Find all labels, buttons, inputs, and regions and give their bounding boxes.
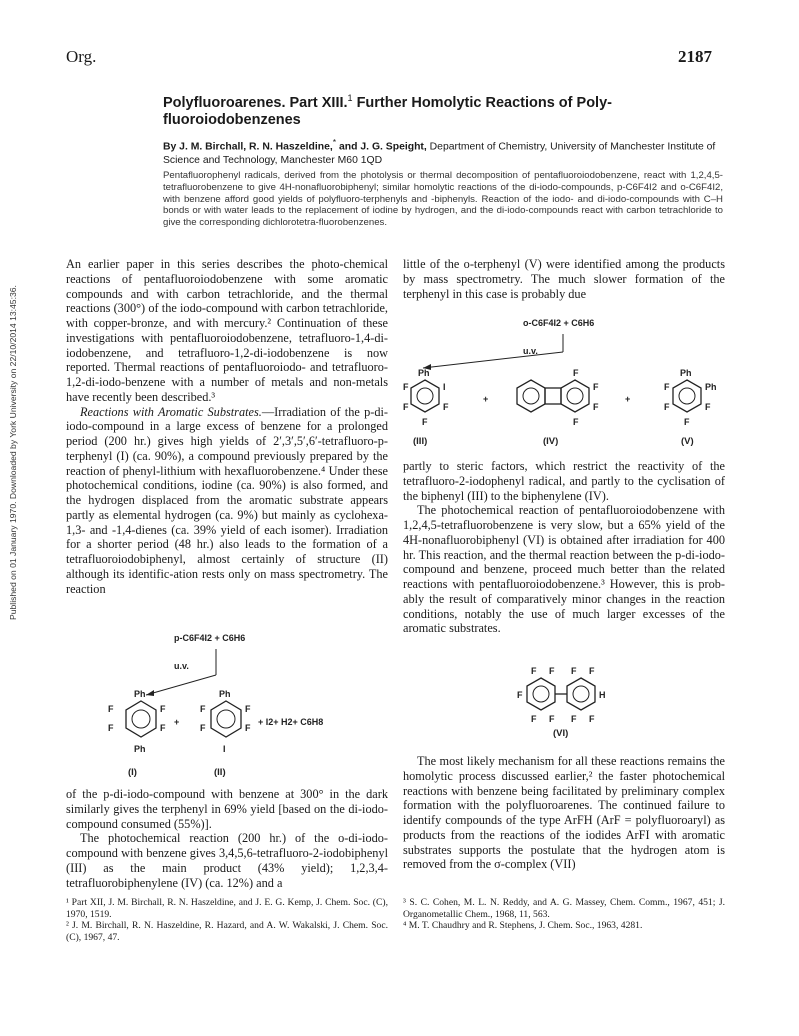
compound-IV-structure	[517, 368, 599, 427]
left-paragraph-4: The photochemical reaction (200 hr.) of the o-di-iodo-compound with benzene gives 3,4,5,6-tetrafluoro-2-iodobiphenyl (III) as the main product (43% yield); 1,2,3,4-tetrafluorobiphenylene (IV) (ca. 12%) and a	[66, 831, 388, 890]
svg-text:F: F	[664, 402, 670, 412]
svg-text:F: F	[200, 723, 206, 733]
svg-text:F: F	[571, 714, 577, 724]
page-number: 2187	[678, 47, 712, 66]
svg-text:F: F	[571, 666, 577, 676]
svg-text:H: H	[599, 690, 606, 700]
paper-title	[163, 90, 733, 129]
scheme1-arrowhead	[146, 690, 154, 696]
svg-text:Ph: Ph	[418, 368, 430, 378]
svg-text:F: F	[108, 723, 114, 733]
footnotes-right	[403, 897, 725, 932]
left-column-top	[66, 257, 388, 596]
scheme2-reactant: o-C6F4I2 + C6H6	[523, 318, 595, 328]
download-note	[6, 240, 20, 620]
right-column-middle	[403, 459, 725, 636]
label-compound-II: (II)	[214, 767, 226, 778]
title-rest: Further Homolytic Reactions of Poly-fluoroiodobenzenes	[163, 94, 612, 128]
svg-text:F: F	[108, 704, 114, 714]
right-column-top	[403, 257, 725, 301]
plus-sign: +	[483, 394, 489, 404]
scheme1-arrow-diag	[146, 675, 216, 695]
left-column-bottom	[66, 787, 388, 890]
label-compound-IV: (IV)	[543, 436, 559, 447]
svg-text:Ph: Ph	[134, 744, 146, 754]
title-main: Polyfluoroarenes. Part XIII.	[163, 94, 348, 111]
svg-text:F: F	[549, 666, 555, 676]
right-paragraph-3: The photochemical reaction of pentafluoroiodobenzene with 1,2,4,5-tetrafluorobenzene is very slow, but a 65% yield of the 4H-nonafluorobiphenyl (VI) is obtained after irradiation for 400 hr. This reaction, and the thermal reaction between the p-di-iodo-compound and benzene, proceed much better than the related reactions with pentafluoroiodobenzene.³ However, this is prob-ably the result of comparatively minor changes in the reaction conditions, notably the use of much larger excesses of the aromatic substrates.	[403, 503, 725, 636]
left-paragraph-2	[66, 405, 388, 597]
title-footnote-ref: 1	[347, 93, 353, 103]
svg-text:F: F	[517, 690, 523, 700]
svg-text:F: F	[664, 382, 670, 392]
footnote-1: ¹ Part XII, J. M. Birchall, R. N. Haszeldine, and J. E. G. Kemp, J. Chem. Soc. (C), 1970, 1519.	[66, 897, 388, 920]
svg-text:Ph: Ph	[134, 689, 146, 699]
author-block	[163, 136, 743, 167]
compound-V-structure	[664, 368, 717, 427]
svg-text:F: F	[403, 382, 409, 392]
authors-b: and J. G. Speight,	[336, 141, 427, 153]
svg-text:F: F	[443, 402, 449, 412]
footnote-4: ⁴ M. T. Chaudhry and R. Stephens, J. Chem. Soc., 1963, 4281.	[403, 920, 643, 932]
svg-text:F: F	[589, 666, 595, 676]
svg-text:F: F	[589, 714, 595, 724]
download-note-text: Published on 01 January 1970. Downloaded by York University on 22/10/2014 13:45:36.	[8, 285, 18, 620]
svg-text:F: F	[245, 723, 251, 733]
section-heading: Reactions with Aromatic Substrates.	[80, 404, 262, 419]
svg-text:F: F	[422, 417, 428, 427]
affiliation: Department of Chemistry, University of Manchester Institute of Science and Technology, Manchester M60 1QD	[163, 141, 716, 166]
left-paragraph-2-text: —Irradiation of the p-di-iodo-compound in a large excess of benzene for a prolonged period (200 hr.) gives high yields of 2′,3′,5′,6′-tetrafluoro-p-terphenyl (I) (ca. 90%), a compound previously prepared by the reaction of phenyl-lithium with hexafluorobenzene.⁴ Under these photochemical conditions, iodine (ca. 90%) is also formed, and the hydrogen displaced from the aromatic substrate appears partly as elemental hydrogen (ca. 9%) but mainly as cyclohexa-1,3- and -1,4-dienes (ca. 39% yield of each isomer). Irradiation for a shorter period (48 hr.) also leads to the formation of a tetrafluoroiodobiphenyl, almost certainly of structure (II) although its identific-ation rests only on mass spectrometry. The reaction	[66, 404, 388, 596]
label-compound-III: (III)	[413, 436, 428, 447]
plus-sign: +	[174, 717, 180, 727]
svg-text:F: F	[160, 723, 166, 733]
svg-text:Ph: Ph	[680, 368, 692, 378]
svg-text:F: F	[549, 714, 555, 724]
right-paragraph-1: little of the o-terphenyl (V) were identified among the products by mass spectrometry. The much slower formation of the terphenyl in this case is probably due	[403, 257, 725, 301]
left-paragraph-1: An earlier paper in this series describes the photo-chemical reactions of pentafluoroiodobenzene with some aromatic compounds and with carbon tetrachloride, and the thermal reactions (300°) of the iodo-compound with carbon tetrachloride, with copper-bronze, and with mercury.² Continuation of these investigations with pentafluoroiodobenzene, tetrafluoro-1,4-di-iodobenzene, and tetrafluoro-1,2-di-iodobenzene is now reported. Thermal reactions of pentafluoroiodo- and tetrafluoro-1,2-di-iodo-benzene with a number of metals and non-metals have recently been described.³	[66, 257, 388, 404]
svg-text:F: F	[593, 402, 599, 412]
plus-sign: +	[625, 394, 631, 404]
label-compound-I: (I)	[128, 767, 137, 778]
compound-I-structure	[108, 689, 166, 754]
compound-VI-structure	[517, 666, 606, 724]
scheme-1	[66, 625, 388, 780]
right-column-bottom	[403, 754, 725, 872]
corresponding-star: *	[332, 137, 337, 147]
label-compound-V: (V)	[681, 436, 694, 447]
svg-text:F: F	[531, 714, 537, 724]
svg-text:F: F	[705, 402, 711, 412]
svg-text:F: F	[403, 402, 409, 412]
abstract: Pentafluorophenyl radicals, derived from the photolysis or thermal decomposition of pentafluoroiodobenzene, react with 1,2,4,5-tetrafluorobenzene to give 4H-nonafluorobiphenyl; similar homolytic reactions of the di-iodo-compounds, p-C6F4I2 and o-C6F4I2, with benzene afford good yields of polyfluoro-terphenyls and -biphenyls. Reaction of the iodo- and di-iodo-compounds with C–H bonds or with water leads to the replacement of iodine by hydrogen, and the di-iodo-compounds react with carbon tetrachloride to give the corresponding dichlorotetra-fluorobenzenes.	[163, 170, 723, 229]
svg-text:F: F	[531, 666, 537, 676]
svg-text:F: F	[573, 417, 579, 427]
scheme1-reactant: p-C6F4I2 + C6H6	[174, 633, 246, 643]
scheme-3	[403, 662, 725, 742]
svg-text:F: F	[245, 704, 251, 714]
svg-text:I: I	[443, 382, 446, 392]
svg-text:F: F	[200, 704, 206, 714]
left-paragraph-3: of the p-di-iodo-compound with benzene at 300° in the dark similarly gives the terphenyl in 69% yield [based on the di-iodo-compound consumed (55%)].	[66, 787, 388, 831]
label-compound-VI: (VI)	[553, 728, 569, 739]
right-paragraph-4: The most likely mechanism for all these reactions remains the homolytic process discussed earlier,² the faster photochemical reactions with benzene being facilitated by preliminary complex formation with the polyfluoroarenes. The continued failure to identify compounds of the type ArFH (ArF = polyfluoroaryl) as products from the reactions of the iodides ArFI with aromatic substrates supports the postulate that the hydrogen atom is removed from the σ-complex (VII)	[403, 754, 725, 872]
scheme-2	[403, 310, 725, 450]
authors-a: By J. M. Birchall, R. N. Haszeldine,	[163, 141, 333, 153]
scheme2-uv: u.v.	[523, 346, 538, 356]
footnote-3: ³ S. C. Cohen, M. L. N. Reddy, and A. G. Massey, Chem. Comm., 1967, 451; J. Organometallic Chem., 1968, 11, 563.	[403, 897, 725, 920]
svg-text:Ph: Ph	[219, 689, 231, 699]
scheme1-byproducts: + I2+ H2+ C6H8	[258, 717, 324, 727]
svg-text:I: I	[223, 744, 226, 754]
right-paragraph-2: partly to steric factors, which restrict the reactivity of the tetrafluoro-2-iodophenyl radical, and partly to the cyclisation of the biphenyl (III) to the biphenylene (IV).	[403, 459, 725, 503]
compound-III-structure	[403, 368, 449, 427]
svg-text:Ph: Ph	[705, 382, 717, 392]
svg-text:F: F	[160, 704, 166, 714]
journal-section: Org.	[66, 47, 97, 66]
footnotes-left	[66, 897, 388, 943]
svg-text:F: F	[573, 368, 579, 378]
compound-II-structure	[200, 689, 251, 754]
svg-text:F: F	[684, 417, 690, 427]
scheme1-uv: u.v.	[174, 661, 189, 671]
svg-text:F: F	[593, 382, 599, 392]
scheme2-arrow-diag	[423, 352, 563, 368]
footnote-2: ² J. M. Birchall, R. N. Haszeldine, R. Hazard, and A. W. Wakalski, J. Chem. Soc. (C), 1967, 47.	[66, 920, 388, 943]
